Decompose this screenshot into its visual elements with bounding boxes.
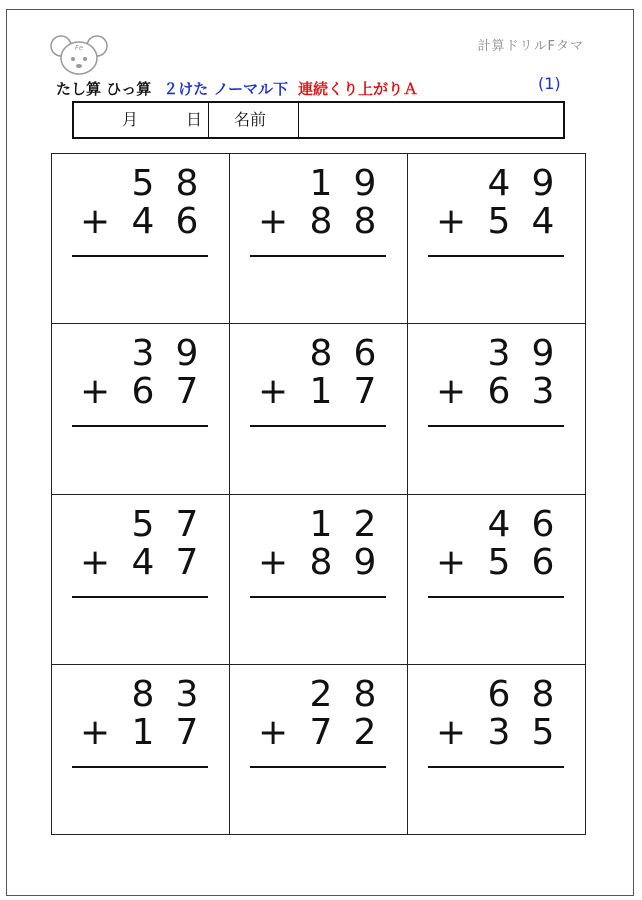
problem-cell [408,665,586,835]
problem-grid [51,153,586,835]
top-tens-digit: 1 [309,504,333,545]
bottom-tens-digit: 5 [487,201,511,242]
bottom-tens-digit: 4 [131,201,155,242]
top-tens-digit: 4 [487,504,511,545]
top-ones-digit: 9 [175,333,199,374]
bottom-tens-digit: 1 [131,712,155,753]
plus-sign: + [436,712,467,753]
top-tens-digit: 2 [309,674,333,715]
problem-cell [230,324,408,494]
name-label: 名前 [234,110,267,129]
answer-line [72,766,208,768]
plus-sign: + [258,371,289,412]
answer-line [72,596,208,598]
problem-cell [408,324,586,494]
plus-sign: + [258,542,289,583]
problem-cell [52,665,230,835]
bottom-ones-digit: 5 [531,712,555,753]
worksheet-title [56,78,418,99]
bottom-ones-digit: 4 [531,201,555,242]
mascot-mark: Fe [74,44,84,52]
bottom-tens-digit: 8 [309,201,333,242]
top-tens-digit: 5 [131,504,155,545]
day-label: 日 [186,110,203,129]
top-ones-digit: 6 [353,333,377,374]
top-ones-digit: 9 [531,163,555,204]
answer-line [72,425,208,427]
sheet-number: (1) [538,74,561,93]
plus-sign: + [80,542,111,583]
bottom-tens-digit: 1 [309,371,333,412]
problem-cell [408,154,586,324]
top-ones-digit: 8 [531,674,555,715]
mouse-logo-icon [49,32,109,76]
top-ones-digit: 9 [531,333,555,374]
bottom-tens-digit: 5 [487,542,511,583]
answer-line [250,255,386,257]
top-tens-digit: 1 [309,163,333,204]
plus-sign: + [80,371,111,412]
bottom-ones-digit: 7 [175,712,199,753]
top-ones-digit: 8 [175,163,199,204]
bottom-ones-digit: 9 [353,542,377,583]
brand-name: 計算ドリルFタマ [477,39,584,54]
top-tens-digit: 6 [487,674,511,715]
bottom-tens-digit: 8 [309,542,333,583]
title-part-operation: たし算 ひっ算 [56,80,152,98]
bottom-tens-digit: 4 [131,542,155,583]
answer-line [428,255,564,257]
info-divider [298,103,299,137]
plus-sign: + [258,201,289,242]
top-ones-digit: 8 [353,674,377,715]
problem-cell [230,665,408,835]
bottom-ones-digit: 2 [353,712,377,753]
bottom-tens-digit: 3 [487,712,511,753]
problem-cell [52,495,230,665]
top-ones-digit: 2 [353,504,377,545]
bottom-ones-digit: 7 [175,542,199,583]
top-ones-digit: 7 [175,504,199,545]
top-tens-digit: 8 [131,674,155,715]
month-label: 月 [122,110,139,129]
plus-sign: + [258,712,289,753]
top-tens-digit: 8 [309,333,333,374]
plus-sign: + [436,201,467,242]
problem-cell [408,495,586,665]
title-part-variant: 連続くり上がりＡ [298,80,419,98]
bottom-ones-digit: 3 [531,371,555,412]
answer-line [428,766,564,768]
bottom-ones-digit: 6 [175,201,199,242]
answer-line [428,596,564,598]
top-ones-digit: 6 [531,504,555,545]
bottom-tens-digit: 7 [309,712,333,753]
answer-line [250,766,386,768]
bottom-tens-digit: 6 [131,371,155,412]
top-tens-digit: 5 [131,163,155,204]
top-tens-digit: 3 [487,333,511,374]
bottom-ones-digit: 7 [175,371,199,412]
bottom-ones-digit: 8 [353,201,377,242]
answer-line [428,425,564,427]
problem-cell [52,154,230,324]
answer-line [250,596,386,598]
top-tens-digit: 3 [131,333,155,374]
bottom-tens-digit: 6 [487,371,511,412]
problem-cell [52,324,230,494]
plus-sign: + [80,201,111,242]
bottom-ones-digit: 7 [353,371,377,412]
top-ones-digit: 3 [175,674,199,715]
top-tens-digit: 4 [487,163,511,204]
top-ones-digit: 9 [353,163,377,204]
bottom-ones-digit: 6 [531,542,555,583]
problem-cell [230,495,408,665]
plus-sign: + [80,712,111,753]
plus-sign: + [436,542,467,583]
title-part-level: ２けた ノーマル下 [163,80,289,98]
info-row [72,101,565,139]
answer-line [250,425,386,427]
info-divider [208,103,209,137]
answer-line [72,255,208,257]
problem-cell [230,154,408,324]
plus-sign: + [436,371,467,412]
